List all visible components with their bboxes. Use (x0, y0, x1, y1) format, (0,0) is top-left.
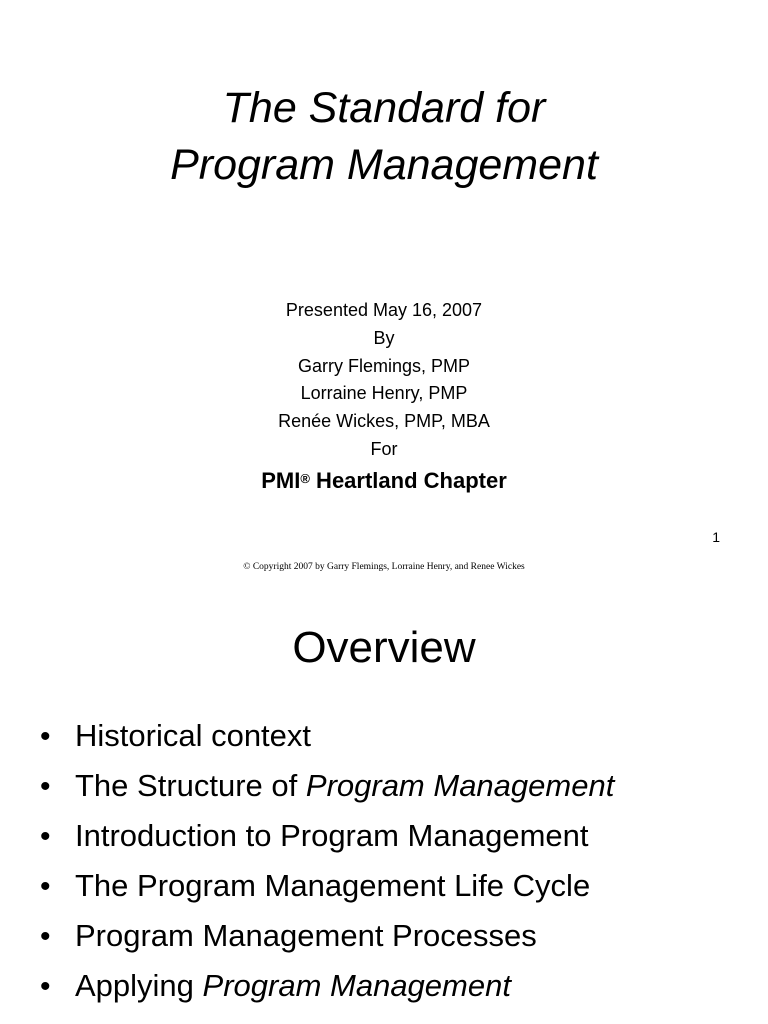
list-item-text (75, 861, 590, 910)
list-item (40, 811, 614, 861)
presenter-name: Garry Flemings, PMP (297, 355, 471, 376)
overview-list (40, 711, 614, 1011)
presenter-name: Renée Wickes, PMP, MBA (278, 411, 490, 432)
list-item-plain: The Program Management Life Cycle (75, 868, 591, 903)
bullet-marker: • (40, 820, 51, 853)
list-item-text (75, 911, 537, 960)
bullet-marker: • (40, 770, 51, 803)
list-item-italic: Program Management (202, 968, 511, 1003)
bullet-marker: • (40, 970, 51, 1003)
for-label: For (370, 438, 398, 459)
chapter-prefix: PMI (261, 468, 301, 493)
list-item-plain: The Structure of (75, 768, 306, 803)
overview-title: Overview (292, 623, 476, 672)
list-item (40, 711, 614, 761)
chapter-title: Heartland Chapter (309, 468, 507, 493)
list-item (40, 861, 614, 911)
list-item-plain: Historical context (75, 718, 312, 753)
chapter-name (0, 465, 768, 497)
list-item-text (75, 761, 614, 810)
registered-mark: ® (300, 471, 310, 486)
list-item-plain: Introduction to Program Management (75, 818, 589, 853)
presentation-credits (0, 297, 768, 464)
list-item-text (75, 961, 511, 1010)
title-line-1: The Standard for (222, 84, 546, 132)
list-item-text (75, 811, 589, 860)
list-item (40, 911, 614, 961)
presented-date: Presented May 16, 2007 (285, 300, 483, 320)
list-item-italic: Program Management (305, 768, 615, 803)
list-item-plain: Applying (75, 968, 203, 1003)
bullet-marker: • (40, 920, 51, 953)
overview-slide (0, 590, 768, 1024)
list-item (40, 761, 614, 811)
page-number: 1 (712, 529, 720, 545)
list-item-text (75, 711, 311, 760)
bullet-marker: • (40, 720, 51, 753)
title-line-2: Program Management (170, 141, 598, 189)
presenter-name: Lorraine Henry, PMP (300, 383, 468, 404)
list-item-plain: Program Management Processes (75, 918, 537, 953)
presentation-title (0, 80, 768, 194)
by-label: By (373, 327, 395, 348)
bullet-marker: • (40, 870, 51, 903)
list-item (40, 961, 614, 1011)
copyright-notice: © Copyright 2007 by Garry Flemings, Lorraine Henry, and Renee Wickes (243, 562, 525, 572)
